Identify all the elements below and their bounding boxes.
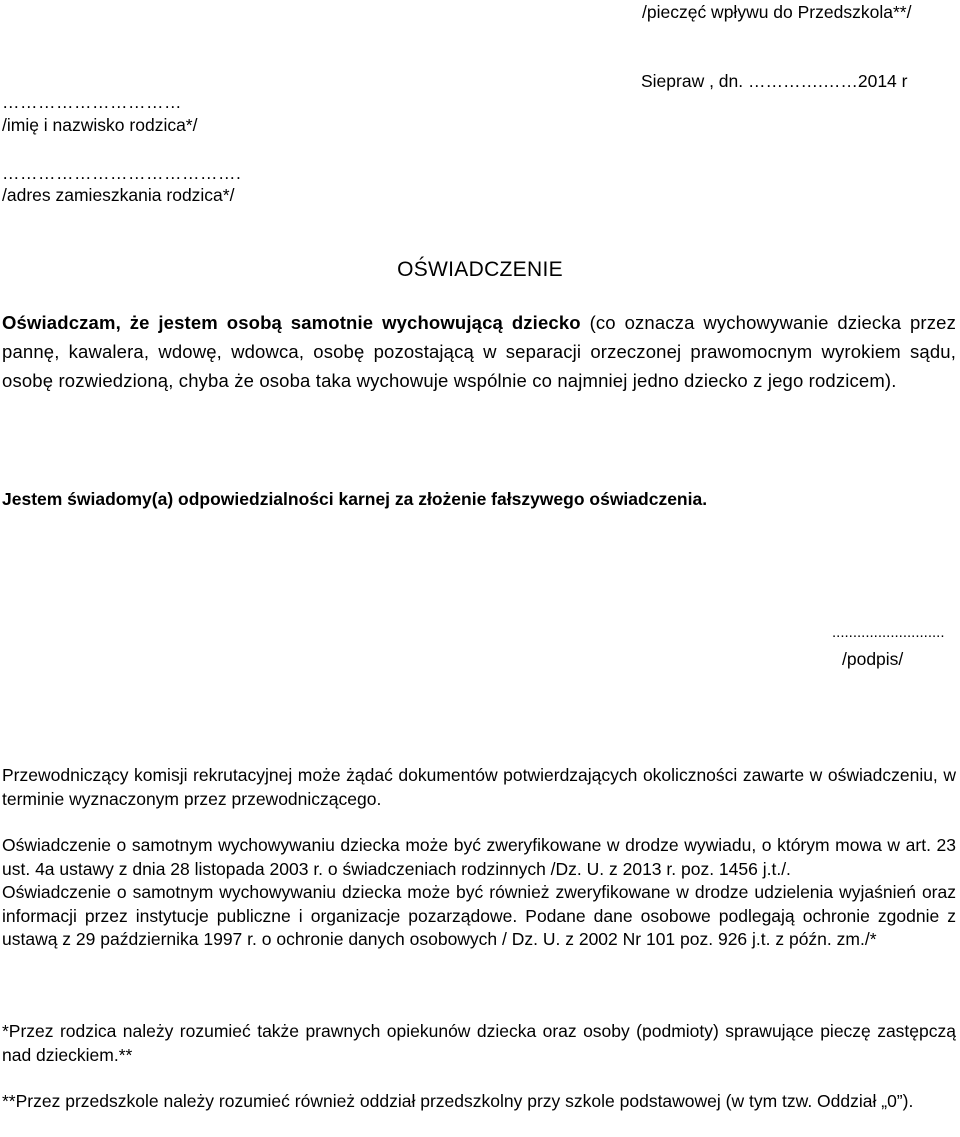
document-title: OŚWIADCZENIE [397, 258, 563, 281]
statement-rest: (co oznacza wychowywanie dziecka przez pannę, kawalera, wdowę, wdowca, osobę pozostającą w separacji orzeczonej prawomocnym wyrokiem sądu, osobę rozwiedzioną, chyba że osoba taka wychowuje wspólnie co najmniej jedno dziecko z jego rodzicem). [2, 312, 956, 391]
parent-address-label: /adres zamieszkania rodzica*/ [2, 185, 235, 205]
place-date: Siepraw , dn. ………….……2014 r [641, 71, 908, 91]
verification-explanations-note: Oświadczenie o samotnym wychowywaniu dziecka może być również zweryfikowane w drodze udzielenia wyjaśnień oraz informacji przez instytucje publiczne i organizacje pozarządowe. Podane dane osobowe podlegają ochronie zgodnie z ustawą z 29 października 1997 r. o ochronie danych osobowych / Dz. U. z 2002 Nr 101 poz. 926 j.t. z późn. zm./* [2, 882, 956, 949]
statement-bold: Oświadczam, że jestem osobą samotnie wychowującą dziecko [2, 312, 581, 333]
chair-note: Przewodniczący komisji rekrutacyjnej może żądać dokumentów potwierdzających okoliczności zawarte w oświadczeniu, w terminie wyznaczonym przez przewodniczącego. [2, 765, 956, 809]
footnote-parent: *Przez rodzica należy rozumieć także prawnych opiekunów dziecka oraz osoby (podmioty) sprawujące pieczę zastępczą nad dzieckiem.** [2, 1021, 956, 1065]
footnote-preschool: **Przez przedszkole należy rozumieć również oddział przedszkolny przy szkole podstawowej (w tym tzw. Oddział „0”). [2, 1091, 914, 1111]
stamp-note: /pieczęć wpływu do Przedszkola**/ [642, 2, 912, 22]
signature-line: ........................... [832, 624, 945, 641]
parent-name-label: /imię i nazwisko rodzica*/ [2, 115, 198, 135]
parent-address-field: …………………………………. [2, 163, 242, 183]
statement-paragraph [2, 308, 956, 395]
parent-name-field: ………………………… [2, 92, 182, 112]
signature-label: /podpis/ [842, 649, 904, 669]
verification-interview-note: Oświadczenie o samotnym wychowywaniu dziecka może być zweryfikowane w drodze wywiadu, o którym mowa w art. 23 ust. 4a ustawy z dnia 28 listopada 2003 r. o świadczeniach rodzinnych /Dz. U. z 2013 r. poz. 1456 j.t./. [2, 835, 956, 879]
liability-note: Jestem świadomy(a) odpowiedzialności karnej za złożenie fałszywego oświadczenia. [2, 489, 708, 509]
